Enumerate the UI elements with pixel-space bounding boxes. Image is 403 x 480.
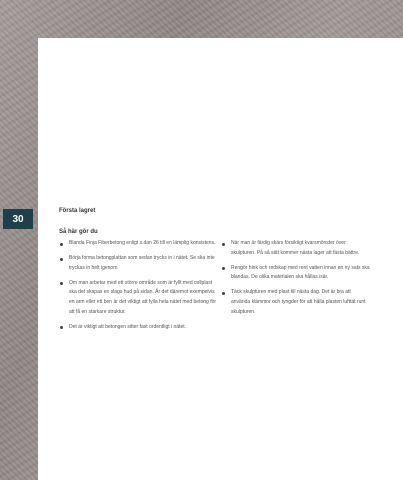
list-item (59, 239, 219, 249)
left-column (59, 239, 219, 338)
bullet-icon (222, 267, 225, 270)
bullet-icon (222, 292, 225, 295)
right-bullet-list (221, 239, 371, 317)
list-item-text: Om man arbetar med ett större område som är fyllt med cellplast ska det skapas en slags hud på sidan. Är det däremot exempelvis en arm eller ett ben är det viktigt att fylla hela nätet med betong för att få en starkare struktur. (69, 279, 217, 315)
left-bullet-list (59, 239, 219, 332)
page-number-tab (3, 209, 33, 229)
list-item (221, 288, 371, 317)
list-item-text: Börja forma betongplattan som sedan trycks in i nätet. Se ska inte tryckas in helt igenom. (69, 255, 215, 271)
list-item-text: Rengör hink och redskap med rent vatten innan en ny sats ska blandas. De olika materialen ska hållas isär. (231, 264, 370, 281)
list-item-text: När man är färdig skärs försiktigt kvarsmönster över skulpturen. På så sätt kommer nästa lager att fästa bättre. (231, 240, 360, 256)
bullet-icon (60, 243, 63, 246)
list-item (221, 239, 371, 258)
list-item-text: Det är viktigt att betongen sitter fast ordentligt i nätet. (69, 323, 187, 330)
bullet-icon (60, 258, 63, 261)
bullet-icon (222, 243, 225, 246)
bullet-icon (60, 326, 63, 329)
list-item-text: Blanda Finja Fiberbetong enligt s.dan 26 till en lämplig konsistens. (69, 240, 216, 246)
bullet-icon (60, 282, 63, 285)
list-item (59, 254, 219, 273)
right-column (221, 239, 371, 323)
list-item (221, 264, 371, 283)
instructions-subtitle: Så här gör du (59, 229, 98, 235)
list-item (59, 323, 219, 333)
list-item (59, 279, 219, 317)
list-item-text: Täck skulpturen med plast till nästa dag. Det är bra att använda klämmor och tyngder för att hålla plasten lufttät runt skulpturen. (231, 289, 366, 315)
section-title: Första lagret (59, 208, 96, 214)
page-number: 30 (12, 213, 24, 225)
